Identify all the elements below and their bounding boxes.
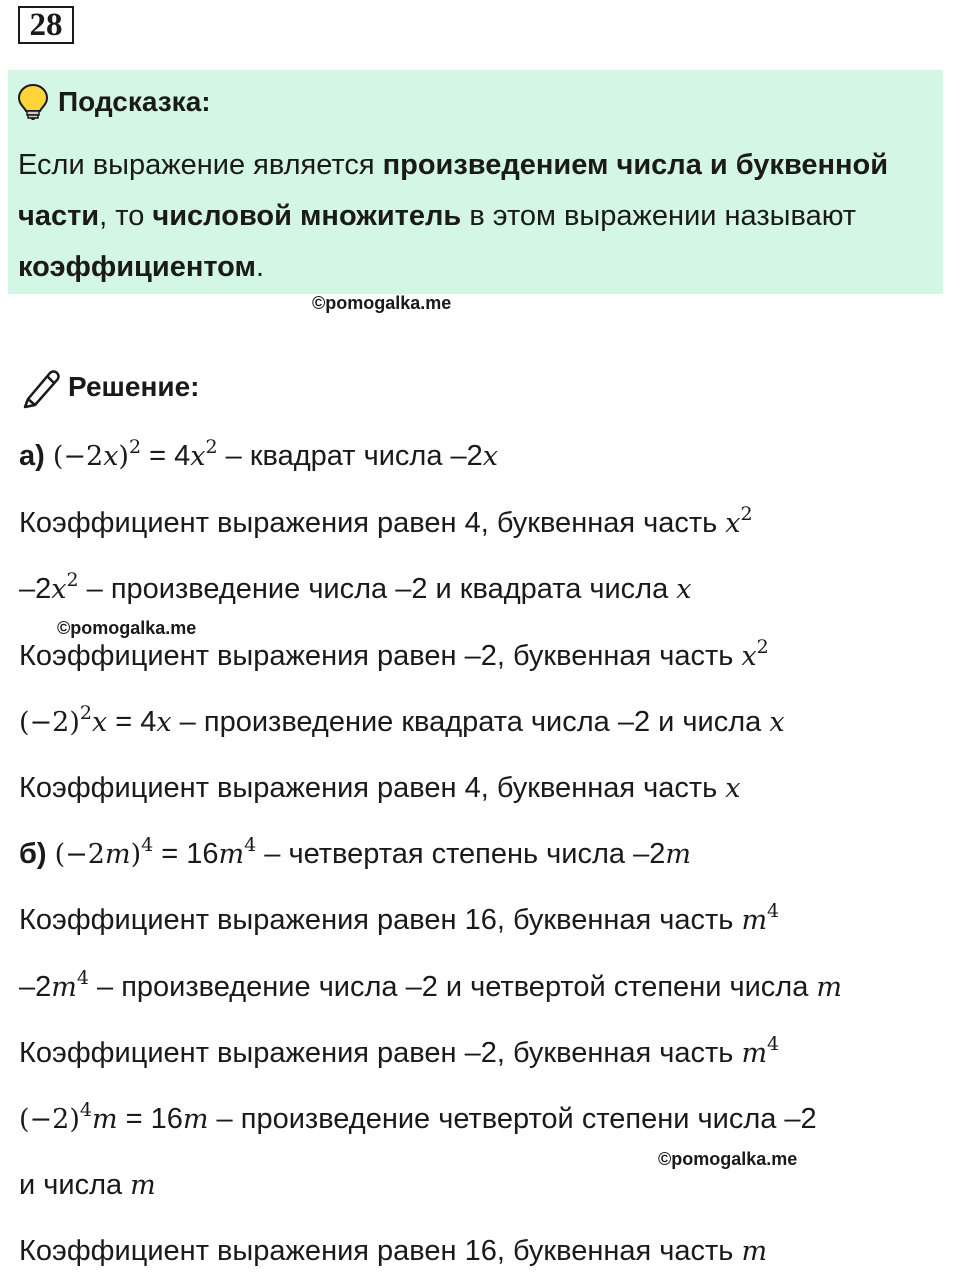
hint-text-part: . bbox=[255, 251, 265, 283]
math-exponent: 4 bbox=[767, 900, 780, 922]
math-expr: (−2𝑥) bbox=[52, 441, 129, 472]
line-text: Коэффициент выражения равен 16, буквенная часть bbox=[19, 1235, 742, 1267]
line-text: Коэффициент выражения равен 4, буквенная часть bbox=[19, 772, 726, 804]
math-var: m bbox=[51, 972, 77, 1003]
math-var: m bbox=[741, 905, 768, 936]
watermark: ©pomogalka.me bbox=[658, 1149, 798, 1169]
hint-bold-term: произведением числа и буквенной части bbox=[18, 149, 889, 232]
math-var: m bbox=[741, 1038, 768, 1069]
math-var: x bbox=[482, 441, 499, 472]
line-text: Коэффициент выражения равен –2, буквенная часть bbox=[19, 1037, 742, 1069]
solution-title-text: Решение: bbox=[68, 371, 200, 402]
math-var: x bbox=[725, 508, 741, 539]
hint-text-part: Если выражение является bbox=[18, 149, 383, 181]
line-text: –2 bbox=[19, 573, 52, 605]
line-text: – произведение числа –2 и четвертой степени числа bbox=[88, 971, 817, 1003]
math-expr: (−2𝑚) bbox=[54, 839, 142, 870]
line-text: –2 bbox=[19, 971, 52, 1003]
math-exponent: 4 bbox=[244, 834, 257, 856]
solution-line-4 bbox=[19, 636, 769, 677]
math-var: m bbox=[816, 972, 842, 1003]
solution-line-11 bbox=[19, 1099, 817, 1140]
hint-text-part: , то bbox=[99, 200, 153, 232]
line-text: – произведение квадрата числа –2 и числа bbox=[171, 706, 770, 738]
line-text: и числа bbox=[19, 1169, 131, 1201]
math-var: x bbox=[91, 707, 108, 738]
solution-line-7 bbox=[19, 834, 691, 875]
watermark: ©pomogalka.me bbox=[57, 618, 197, 638]
math-var: x bbox=[190, 441, 206, 472]
math-exponent: 2 bbox=[128, 436, 142, 458]
solution-line-10 bbox=[19, 1033, 779, 1074]
task-number: 28 bbox=[18, 6, 74, 44]
solution-line-9 bbox=[19, 967, 842, 1008]
math-expr: (−2) bbox=[19, 1104, 80, 1135]
math-exponent: 4 bbox=[76, 967, 89, 989]
line-text: Коэффициент выражения равен –2, буквенная часть bbox=[19, 640, 742, 672]
solution-line-2 bbox=[19, 503, 753, 544]
line-text: – произведение числа –2 и квадрата числа bbox=[78, 573, 677, 605]
line-text: = 4 bbox=[107, 706, 157, 738]
math-var: x bbox=[725, 773, 741, 804]
pencil-icon bbox=[20, 365, 64, 409]
line-text: = 16 bbox=[117, 1103, 183, 1135]
solution-line-1 bbox=[19, 436, 498, 477]
hint-bold-term: числовой множитель bbox=[152, 200, 462, 232]
part-a-label: а) bbox=[19, 440, 45, 472]
solution-line-8 bbox=[19, 900, 779, 941]
math-exponent: 4 bbox=[79, 1099, 92, 1121]
hint-bold-term: коэффициентом bbox=[18, 251, 256, 283]
math-exponent: 2 bbox=[740, 503, 753, 525]
math-expr: (−2) bbox=[19, 707, 80, 738]
lightbulb-icon bbox=[16, 83, 50, 121]
math-var: m bbox=[218, 839, 245, 870]
hint-title-text: Подсказка: bbox=[58, 86, 211, 117]
math-exponent: 4 bbox=[141, 834, 154, 856]
line-text: – произведение четвертой степени числа –2 bbox=[208, 1103, 817, 1135]
math-exponent: 2 bbox=[205, 436, 218, 458]
hint-box bbox=[8, 70, 943, 294]
solution-line-13 bbox=[19, 1231, 767, 1272]
solution-line-5 bbox=[19, 702, 785, 743]
math-var: x bbox=[741, 641, 757, 672]
math-var: x bbox=[769, 707, 785, 738]
line-text: – квадрат числа –2 bbox=[217, 440, 483, 472]
math-var: m bbox=[665, 839, 691, 870]
hint-text bbox=[18, 140, 933, 293]
math-var: x bbox=[676, 574, 692, 605]
math-exponent: 2 bbox=[66, 569, 79, 591]
line-text: – четвертая степень числа –2 bbox=[256, 838, 666, 870]
math-exponent: 2 bbox=[756, 636, 769, 658]
math-var: x bbox=[51, 574, 67, 605]
watermark: ©pomogalka.me bbox=[312, 293, 452, 313]
line-text: Коэффициент выражения равен 16, буквенная часть bbox=[19, 904, 742, 936]
solution-line-12 bbox=[19, 1165, 156, 1206]
line-text: = 16 bbox=[153, 838, 219, 870]
math-exponent: 2 bbox=[79, 702, 92, 724]
math-var: m bbox=[130, 1170, 156, 1201]
line-text: = 4 bbox=[141, 440, 191, 472]
math-var: m bbox=[91, 1104, 118, 1135]
hint-title bbox=[16, 82, 211, 122]
math-var: m bbox=[182, 1104, 209, 1135]
math-var: m bbox=[741, 1236, 768, 1267]
hint-text-part: в этом выражении называют bbox=[461, 200, 857, 232]
math-exponent: 4 bbox=[767, 1033, 780, 1055]
solution-title bbox=[20, 364, 199, 410]
solution-line-6 bbox=[19, 768, 741, 809]
line-text: Коэффициент выражения равен 4, буквенная часть bbox=[19, 507, 726, 539]
part-b-label: б) bbox=[19, 838, 47, 870]
solution-line-3 bbox=[19, 569, 692, 610]
math-var: x bbox=[156, 707, 172, 738]
